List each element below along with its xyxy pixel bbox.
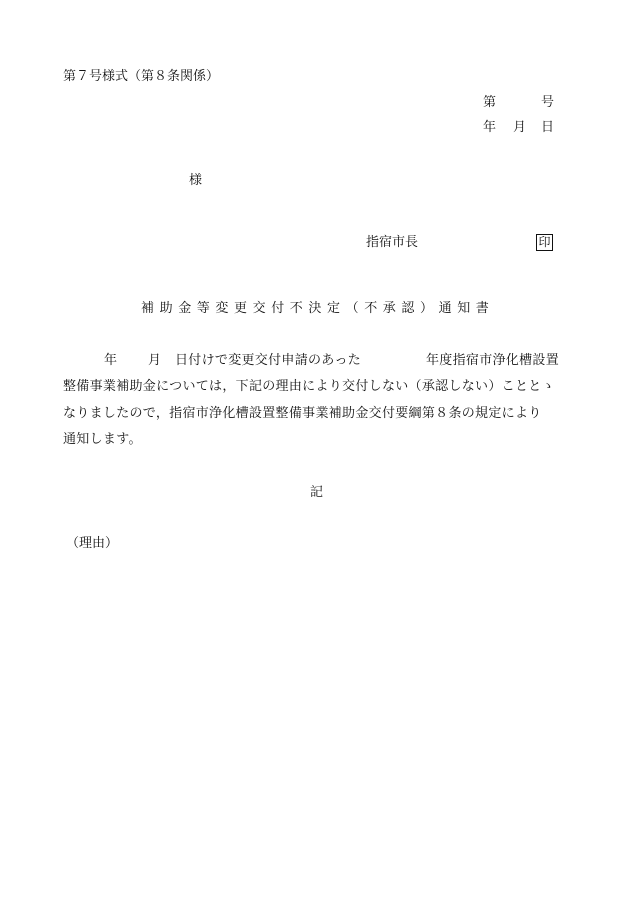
date-month-label: 月 bbox=[513, 120, 527, 135]
body-text-fiscal-year: 年度指宿市浄化槽設置 bbox=[426, 353, 560, 368]
form-number: 第７号様式（第８条関係） bbox=[63, 69, 220, 84]
body-month-label: 月 bbox=[148, 353, 162, 368]
body-line-2: 整備事業補助金については，下記の理由により交付しない（承認しない）こととゝ bbox=[63, 379, 555, 394]
sender-name: 指宿市長 bbox=[366, 235, 419, 250]
body-line-3: なりましたので，指宿市浄化槽設置整備事業補助金交付要綱第８条の規定により bbox=[63, 406, 542, 421]
document-number-suffix: 号 bbox=[541, 95, 555, 110]
recipient-honorific: 様 bbox=[189, 173, 203, 188]
reason-label: （理由） bbox=[66, 536, 119, 551]
ki-heading: 記 bbox=[310, 485, 324, 500]
seal-stamp: 印 bbox=[536, 234, 553, 251]
body-year-label: 年 bbox=[104, 353, 118, 368]
date-day-label: 日 bbox=[541, 120, 555, 135]
body-line-4: 通知します。 bbox=[63, 432, 142, 447]
date-year-label: 年 bbox=[483, 120, 497, 135]
body-text-application: 日付けで変更交付申請のあった bbox=[175, 353, 362, 368]
document-title: 補助金等変更交付不決定（不承認）通知書 bbox=[141, 301, 495, 316]
document-number-label: 第 bbox=[483, 95, 497, 110]
